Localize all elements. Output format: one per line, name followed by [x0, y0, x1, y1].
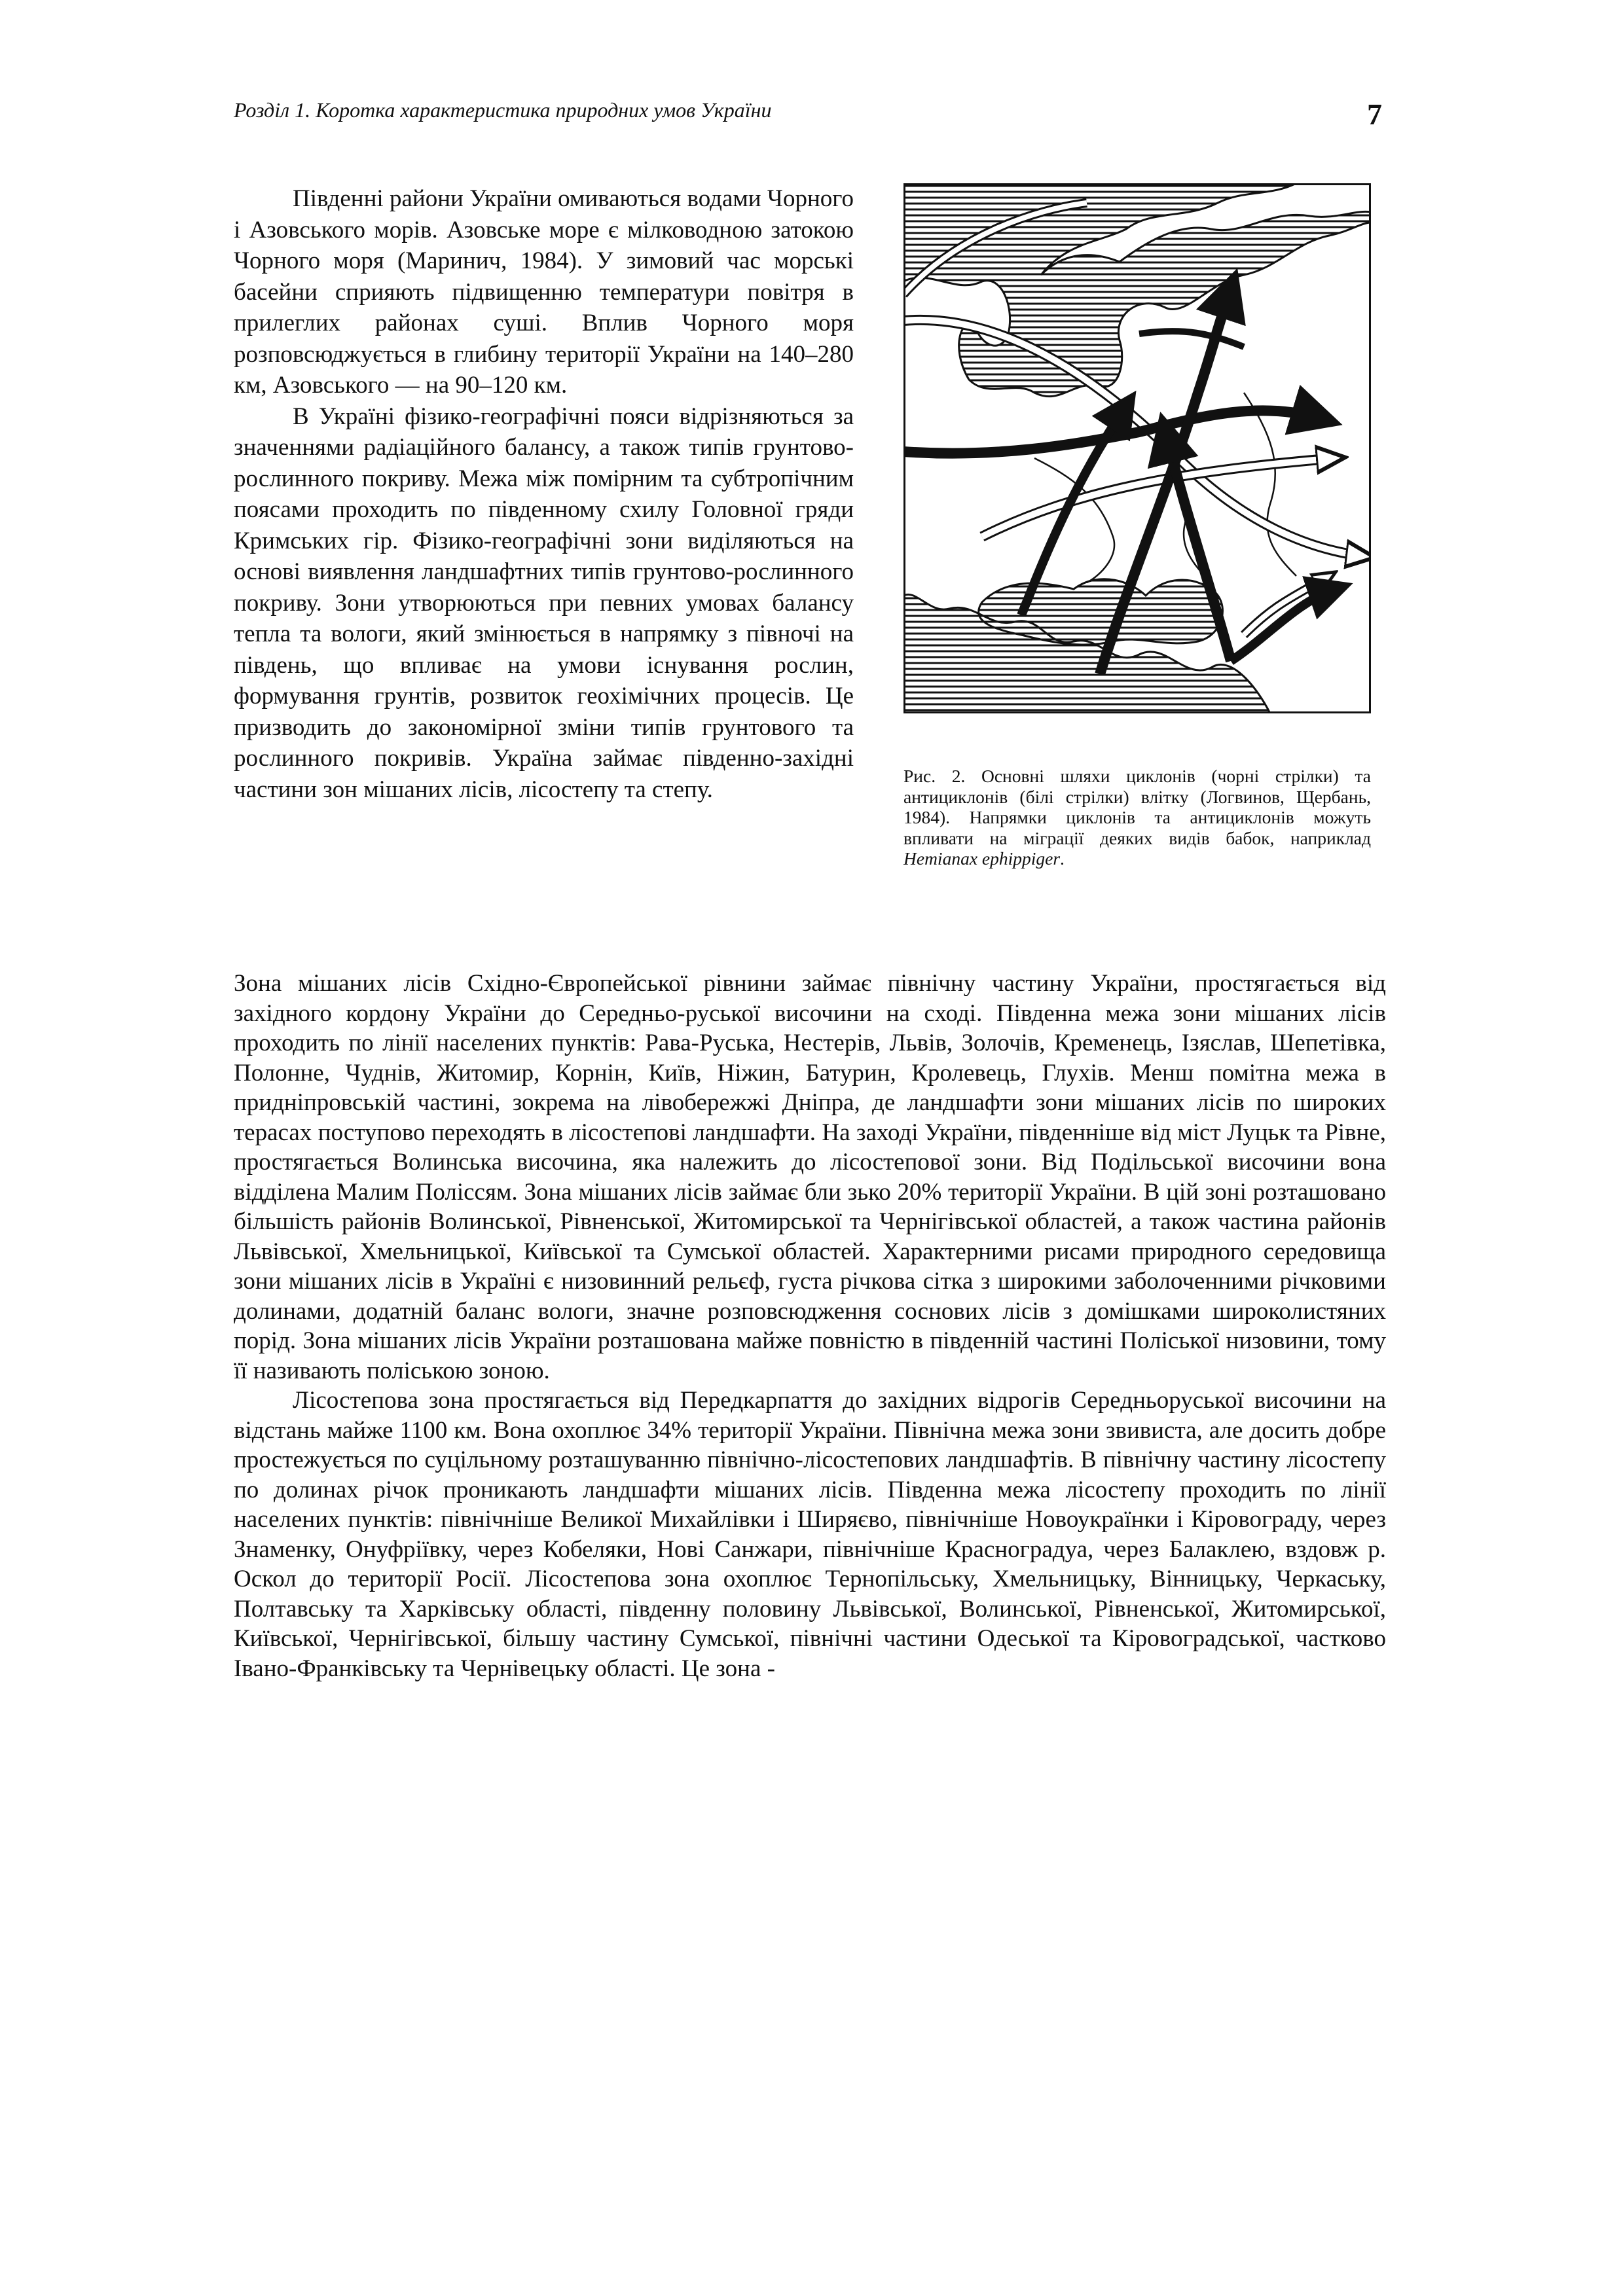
caption-text: Рис. 2. Основні шляхи циклонів (чорні стрілки) та антициклонів (білі стрілки) влітку (Логвинов, Щербань, 1984). Напрямки циклонів та антициклонів можуть впливати на міграції деяких видів бабок, наприклад — [903, 766, 1371, 848]
figure-cyclone-map — [903, 183, 1371, 713]
figure-caption — [903, 766, 1371, 869]
left-column-text — [234, 183, 854, 805]
main-body-text — [234, 969, 1386, 1683]
paragraph: В Україні фізико-географічні пояси відрізняються за значеннями радіаційного балансу, а також типів грунтово-рослинного покриву. Межа між помірним та субтропічним поясами проходить по південному схилу Головної гряди Кримських гір. Фізико-географічні зони виділяються на основі виявлення ландшафтних типів грунтово-рослинного покриву. Зони утворюються при певних умовах балансу тепла та вологи, який змінюється в напрямку з півночі на південь, що впливає на умови існування рослин, формування грунтів, розвиток геохімічних процесів. Це призводить до закономірної зміни типів грунтового та рослинного покривів. Україна займає південно-західні частини зон мішаних лісів, лісостепу та степу. — [234, 403, 854, 803]
page-number: 7 — [1367, 98, 1382, 131]
paragraph: Зона мішаних лісів Східно-Європейської рівнини займає північну частину України, простягається від західного кордону України до Середньо-руської височини на сході. Південна межа зони мішаних лісів проходить по лінії населених пунктів: Рава-Руська, Нестерів, Львів, Золочів, Кременець, Ізяслав, Шепетівка, Полонне, Чуднів, Житомир, Корнін, Київ, Ніжин, Батурин, Кролевець, Глухів. Менш помітна межа в придніпровській частині, зокрема на лівобережжі Дніпра, де ландшафти зони мішаних лісів по широких терасах поступово переходять в лісостепові ландшафти. На заході України, південніше від міст Луцьк та Рівне, простягається Волинська височина, яка належить до лісостепової зони. Від Подільської височини вона відділена Малим Поліссям. Зона мішаних лісів займає бли зько 20% території України. В цій зоні розташовано більшість районів Волинської, Рівненської, Житомирської та Чернігівської областей, а також частина районів Львівської, Хмельницької, Київської та Сумської областей. Характерними рисами природного середовища зони мішаних лісів в Україні є низовинний рельєф, густа річкова сітка з широкими заболоченними річковими долинами, додатній баланс вологи, значне розповсюдження соснових лісів з домішками широколистяних порід. Зона мішаних лісів України розташована майже повністю в південній частині Поліської низовини, тому її називають поліською зоною. — [234, 970, 1386, 1384]
caption-species-name: Hemianax ephippiger — [903, 848, 1061, 869]
paragraph: Лісостепова зона простягається від Передкарпаття до західних відрогів Середньоруської височини на відстань майже 1100 км. Вона охоплює 34% території України. Північна межа зони звивиста, але досить добре простежується по суцільному розташуванню північно-лісостепових ландшафтів. В північну частину лісостепу по долинах річок проникають ландшафти мішаних лісів. Південна межа лісостепу проходить по лінії населених пунктів: північніше Великої Михайлівки і Ширяєво, північніше Новоукраїнки і Кіровограду, через Знаменку, Онуфріївку, через Кобеляки, Нові Санжари, північніше Красноградуа, через Балаклею, вздовж р. Оскол до території Росії. Лісостепова зона охоплює Тернопільську, Хмельницьку, Вінницьку, Черкаську, Полтавську та Харківську області, південну половину Львівської, Волинської, Рівненської, Житомирської, Київської, Чернігівської, більшу частину Сумської, північні частини Одеської та Кіровоградської, частково Івано-Франківську та Чернівецьку області. Це зона - — [234, 1387, 1386, 1682]
caption-end: . — [1060, 848, 1065, 869]
cyclone-paths-map-icon — [903, 183, 1371, 713]
paragraph: Південні райони України омиваються водами Чорного і Азовського морів. Азовське море є мілководною затокою Чорного моря (Маринич, 1984). У зимовий час морські басейни сприяють підвищенню температури повітря в прилеглих районах суші. Вплив Чорного моря розповсюджується в глибину території України на 140–280 км, Азовського — на 90–120 км. — [234, 185, 854, 399]
running-header: Розділ 1. Коротка характеристика природних умов України — [234, 98, 772, 122]
